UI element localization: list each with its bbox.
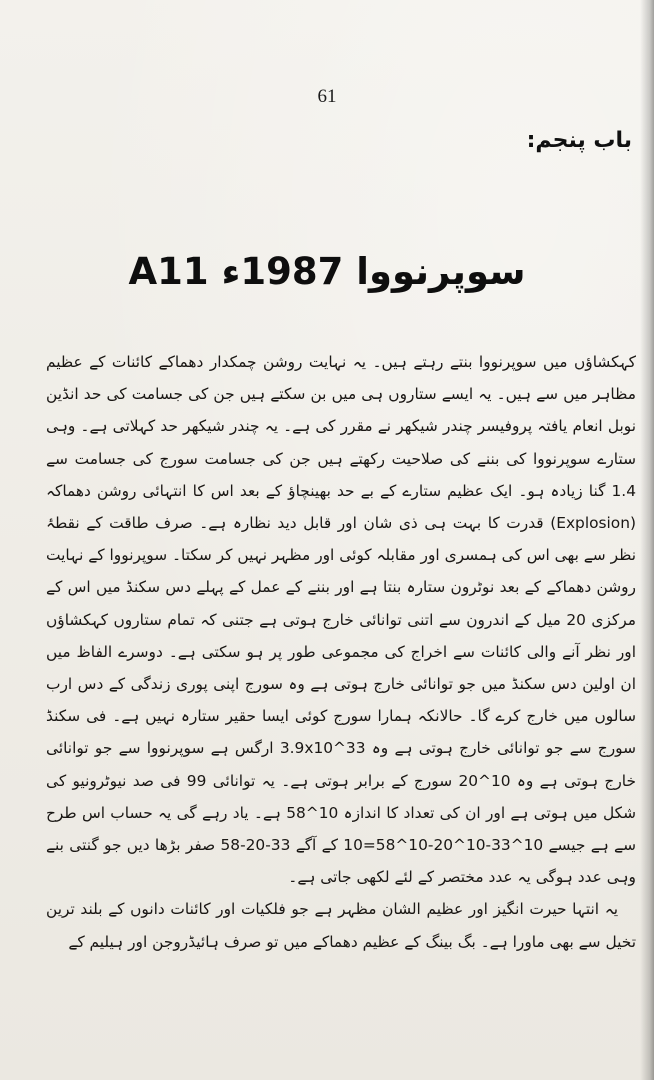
chapter-label: باب پنجم: — [526, 128, 632, 153]
body-text — [46, 346, 636, 1066]
chapter-title: سوپرنووا 1987ء A11 — [128, 250, 526, 293]
page-number: 61 — [317, 86, 337, 107]
page-edge-shadow — [640, 0, 654, 1080]
paragraph-2: یہ انتہا حیرت انگیز اور عظیم الشان مظہر ہے جو فلکیات اور کائنات دانوں کے بلند ترین تخیل سے بھی ماورا ہے۔ بگ بینگ کے عظیم دھماکے میں تو صرف ہائیڈروجن اور ہیلیم کے — [46, 900, 636, 951]
paragraph-1: کہکشاؤں میں سوپرنووا بنتے رہتے ہیں۔ یہ نہایت روشن چمکدار دھماکے کائنات کے عظیم مظاہر میں سے ہیں۔ یہ ایسے ستاروں ہی میں بن سکتے ہیں جن کی جسامت کی حد انڈین نوبل انعام یافتہ پروفیسر چندر شیکھر نے مقرر کی ہے۔ یہ چندر شیکھر حد کہلاتی ہے۔ وہی ستارے سوپرنووا کی بننے کی صلاحیت رکھتے ہیں جن کی جسامت سورج کی جسامت سے 1.4 گنا زیادہ ہو۔ ایک عظیم ستارے کے بے حد بھینچاؤ کے بعد اس کا انتہائی روشن دھماکہ (Explosion) قدرت کا بہت ہی ذی شان اور قابل دید نظارہ ہے۔ صرف طاقت کے نقطۂ نظر سے بھی اس کی ہمسری اور مقابلہ کوئی اور مظہر نہیں کر سکتا۔ سوپرنووا کے نہایت روشن دھماکے کے بعد نوٹرون ستارہ بنتا ہے اور بننے کے عمل کے پہلے دس سکنڈ میں اس کے مرکزی 20 میل کے اندرون سے اتنی توانائی خارج ہوتی ہے جتنی کہ تمام ستاروں کہکشاؤں اور نظر آنے والی کائنات سے اخراج کی مجموعی طور پر ہو سکتی ہے۔ دوسرے الفاظ میں ان اولین دس سکنڈ میں جو توانائی خارج ہوتی ہے وہ سورج اپنی پوری زندگی کے دس ارب سالوں میں خارج کرے گا۔ حالانکہ ہمارا سورج کوئی ایسا حقیر ستارہ نہیں ہے۔ فی سکنڈ سورج سے جو توانائی خارج ہوتی ہے وہ 3.9x10^33 ارگس ہے سوپرنووا سے جو توانائی خارج ہوتی ہے وہ 10^20 سورج کے برابر ہوتی ہے۔ یہ توانائی 99 فی صد نیوٹرونیو کی شکل میں ہوتی ہے اور ان کی تعداد کا اندازہ 10^58 ہے۔ یاد رہے گی یہ حساب اس طرح سے ہے جیسے 10^33-10^20-10^58=10 کے آگے 33-20-58 صفر بڑھا دیں جو گنتی بنے وہی عدد ہوگی یہ عدد مختصر کے لئے لکھی جاتی ہے۔ — [46, 353, 636, 887]
